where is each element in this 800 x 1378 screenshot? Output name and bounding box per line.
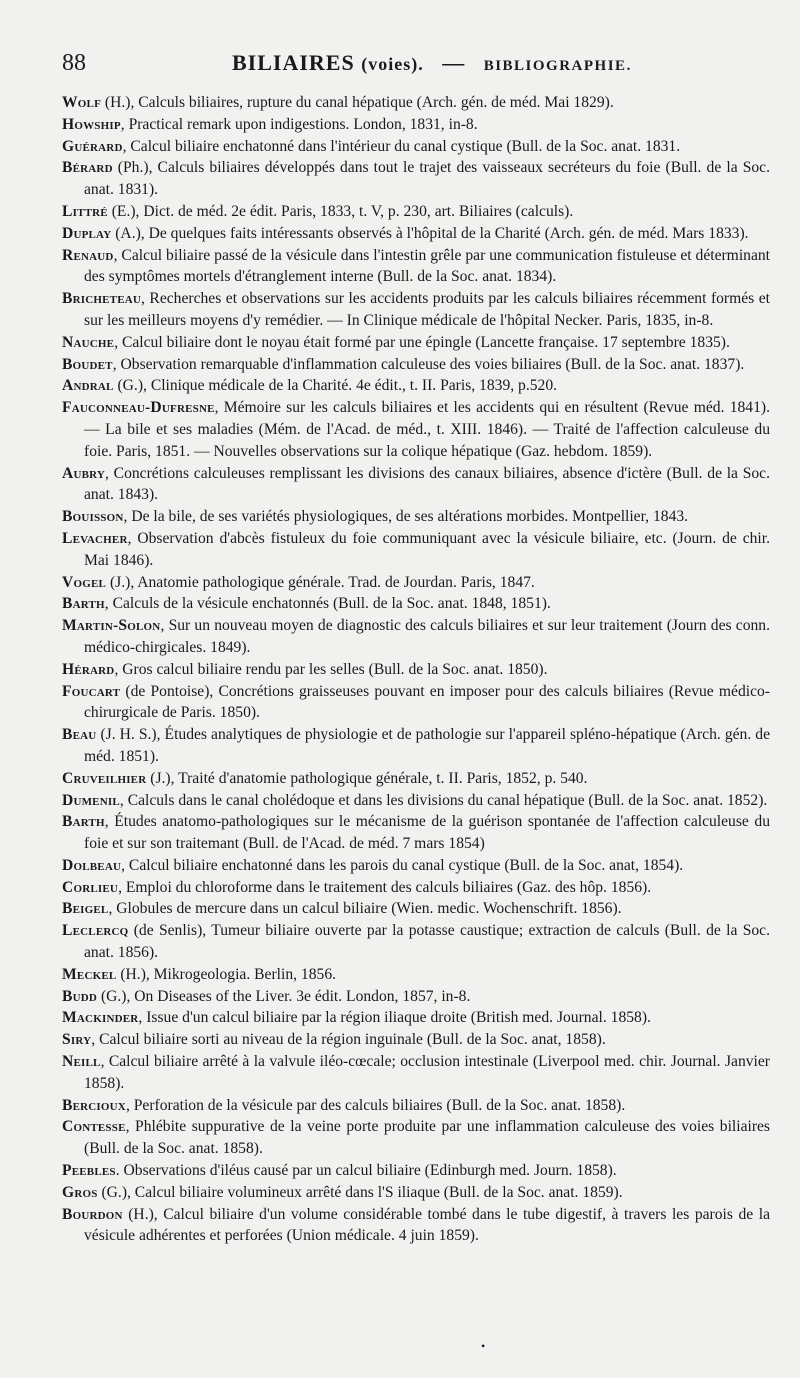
entry-author: Bricheteau [62,290,142,308]
entry-text: , Calculs dans le canal cholédoque et dans les divisions du canal hépatique (Bull. de la Soc. anat. 1852). [119,791,768,809]
entry-author: Aubry [62,464,106,482]
entry-text: , Issue d'un calcul biliaire par la région iliaque droite (British med. Journal. 1858). [138,1009,651,1027]
entry-text: (E.), Dict. de méd. 2e édit. Paris, 1833, t. V, p. 230, art. Biliaires (calculs). [107,202,574,220]
entry-author: Budd [62,987,98,1005]
entry-author: Barth [62,595,105,613]
entry-text: (A.), De quelques faits intéressants observés à l'hôpital de la Charité (Arch. gén. de méd. Mars 1833). [111,224,749,242]
entry-text: , Mémoire sur les calculs biliaires et les accidents qui en résultent (Revue méd. 1841). — La bile et ses maladies (Mém. de l'Acad. de méd., t. XIII. 1846). — Traité de l'affection calculeuse du foie. Paris, 1851. — Nouvelles observations sur la colique hépatique (Gaz. hebdom. 1859). [84,399,770,460]
bibliography-entry [62,506,770,528]
entry-text: (G.), Clinique médicale de la Charité. 4e édit., t. II. Paris, 1839, p.520. [113,377,558,395]
entry-author: Dumenil [62,791,120,809]
entry-text: , Calcul biliaire sorti au niveau de la région inguinale (Bull. de la Soc. anat, 1858). [91,1031,606,1049]
entry-author: Andral [62,377,114,395]
bibliography-entry [62,375,770,397]
entry-text: , De la bile, de ses variétés physiologiques, de ses altérations morbides. Montpellier, 1843. [123,508,689,526]
bibliography-entry [62,463,770,507]
entry-text: (de Senlis), Tumeur biliaire ouverte par la potasse caustique; extraction de calculs (Bull. de la Soc. anat. 1856). [84,922,770,962]
page-number: 88 [62,50,86,76]
entry-text: (J. H. S.), Études analytiques de physiologie et de pathologie sur l'appareil spléno-hépatique (Arch. gén. de méd. 1851). [84,726,770,765]
entry-author: Beau [62,726,97,744]
bibliography-entry [62,157,770,201]
bibliography-entry [62,201,770,223]
entry-author: Siry [62,1031,92,1049]
entry-author: Gros [62,1183,98,1201]
entry-author: Guérard [62,137,123,155]
bibliography-entry [62,790,770,812]
entry-author: Littré [62,202,108,220]
bibliography-entry [62,114,770,136]
entry-text: (J.), Traité d'anatomie pathologique générale, t. II. Paris, 1852, p. 540. [146,769,588,787]
entry-text: (Ph.), Calculs biliaires développés dans tout le trajet des vaisseaux secréteurs du foie (Bull. de la Soc. anat. 1831). [84,159,770,199]
entry-author: Martin-Solon [62,617,161,635]
bibliography-entry [62,245,770,289]
entry-text: (H.), Calculs biliaires, rupture du canal hépatique (Arch. gén. de méd. Mai 1829). [101,94,614,111]
entry-text: , Études anatomo-pathologiques sur le mécanisme de la guérison spontanée de l'affection calculeuse du foie et sur son traitemant (Bull. de l'Acad. de méd. 7 mars 1854) [84,813,770,853]
running-header [62,50,770,92]
entry-text: , Sur un nouveau moyen de diagnostic des calculs biliaires et sur leur traitement (Journ des conn. médico-chirgicales. 1849). [84,617,770,656]
entry-author: Dolbeau [62,856,122,874]
bibliography-entry [62,92,770,114]
entry-author: Renaud [62,246,114,264]
subtitle: (voies). [361,54,424,74]
entry-text: (de Pontoise), Concrétions graisseuses pouvant en imposer pour des calculs biliaires (Revue médico-chirurgicale de Paris. 1850). [84,682,770,722]
entry-author: Beigel [62,900,109,918]
entry-author: Neill [62,1053,101,1071]
bibliography-entry [62,1095,770,1117]
bibliography-entry [62,898,770,920]
footer-mark: • [481,1339,486,1353]
entry-text: , Phlébite suppurative de la veine porte produite par une inflammation calculeuse des voies biliaires (Bull. de la Soc. anat. 1858). [84,1118,770,1158]
bibliography-entry [62,659,770,681]
entry-text: , Globules de mercure dans un calcul biliaire (Wien. medic. Wochenschrift. 1856). [108,900,622,918]
entry-text: (G.), On Diseases of the Liver. 3e édit. London, 1857, in-8. [97,987,471,1005]
entry-text: , Calcul biliaire enchatonné dans l'intérieur du canal cystique (Bull. de la Soc. anat. 1831. [122,137,681,155]
entry-author: Mackinder [62,1009,139,1027]
entry-author: Bérard [62,159,113,177]
entry-author: Barth [62,813,105,831]
entry-author: Bourdon [62,1205,123,1223]
entry-text: , Calcul biliaire dont le noyau était formé par une épingle (Lancette française. 17 septembre 1835). [114,333,730,351]
entry-author: Wolf [62,94,102,111]
entry-author: Levacher [62,529,128,547]
bibliography-entry [62,223,770,245]
bibliography-entry [62,768,770,790]
bibliography-entry [62,1116,770,1160]
entry-text: , Observation d'abcès fistuleux du foie communiquant avec la vésicule biliaire, etc. (Journ. de chir. Mai 1846). [84,529,770,569]
bibliography-entry [62,1029,770,1051]
entry-text: , Gros calcul biliaire rendu par les selles (Bull. de la Soc. anat. 1850). [114,660,548,678]
entry-author: Hérard [62,660,115,678]
entry-author: Duplay [62,224,112,242]
bibliography-entry [62,615,770,659]
bibliography-entry [62,528,770,572]
bibliography-entry [62,1007,770,1029]
entry-text: (G.), Calcul biliaire volumineux arrêté dans l'S iliaque (Bull. de la Soc. anat. 1859). [97,1183,623,1201]
entry-author: Bouisson [62,508,124,526]
bibliography-entry [62,681,770,725]
bibliography-entry [62,1160,770,1182]
bibliography-entry [62,572,770,594]
entry-text: , Concrétions calculeuses remplissant les divisions des canaux biliaires, absence d'ictère (Bull. de la Soc. anat. 1843). [84,464,770,504]
entry-text: (H.), Calcul biliaire d'un volume considérable tombé dans le tube digestif, à travers les parois de la vésicule adhérentes et perforées (Union médicale. 4 juin 1859). [84,1205,770,1245]
entry-text: , Calcul biliaire passé de la vésicule dans l'intestin grêle par une communication fistuleuse et déterminant des symptômes mortels d'étranglement interne (Bull. de la Soc. anat. 1834). [84,246,770,286]
entry-author: Cruveilhier [62,769,147,787]
section-title: BIBLIOGRAPHIE. [483,58,632,74]
entry-author: Fauconneau-Dufresne [62,399,215,417]
header-dash: — [442,50,466,75]
entry-author: Corlieu [62,878,119,896]
entry-author: Contesse [62,1118,126,1136]
entry-text: , Practical remark upon indigestions. London, 1831, in-8. [120,115,478,133]
bibliography-entry [62,811,770,855]
bibliography-list [62,92,770,1247]
entry-author: Nauche [62,333,115,351]
title: BILIAIRES [232,50,355,75]
entry-text: , Observation remarquable d'inflammation calculeuse des voies biliaires (Bull. de la Soc. anat. 1837). [112,355,745,373]
bibliography-entry [62,354,770,376]
entry-text: (H.), Mikrogeologia. Berlin, 1856. [116,965,337,983]
entry-text: , Calcul biliaire arrêté à la valvule iléo-cœcale; occlusion intestinale (Liverpool med. chir. Journal. Janvier 1858). [84,1053,770,1092]
bibliography-entry [62,397,770,462]
entry-text: , Perforation de la vésicule par des calculs biliaires (Bull. de la Soc. anat. 1858). [125,1096,626,1114]
bibliography-entry [62,964,770,986]
bibliography-entry [62,1204,770,1248]
entry-author: Howship [62,115,121,133]
bibliography-entry [62,877,770,899]
bibliography-entry [62,136,770,158]
bibliography-entry [62,1182,770,1204]
entry-author: Bercioux [62,1096,126,1114]
entry-text: . Observations d'iléus causé par un calcul biliaire (Edinburgh med. Journ. 1858). [115,1162,617,1180]
bibliography-entry [62,855,770,877]
bibliography-entry [62,920,770,964]
bibliography-entry [62,724,770,768]
entry-author: Peebles [62,1162,116,1180]
entry-author: Meckel [62,965,117,983]
bibliography-entry [62,986,770,1008]
entry-text: , Recherches et observations sur les accidents produits par les calculs biliaires récemment formés et sur les meilleurs moyens d'y remédier. — In Clinique médicale de l'hôpital Necker. Paris, 1835, in-8. [84,290,770,329]
bibliography-entry [62,1051,770,1095]
running-title [232,50,632,76]
bibliography-entry [62,288,770,332]
entry-text: (J.), Anatomie pathologique générale. Trad. de Jourdan. Paris, 1847. [106,573,535,591]
entry-author: Leclercq [62,922,129,940]
entry-text: , Calcul biliaire enchatonné dans les parois du canal cystique (Bull. de la Soc. anat, 1854). [121,856,684,874]
entry-author: Foucart [62,682,121,700]
bibliography-entry [62,593,770,615]
entry-text: , Emploi du chloroforme dans le traitement des calculs biliaires (Gaz. des hôp. 1856). [118,878,652,896]
entry-author: Boudet [62,355,113,373]
bibliography-entry [62,332,770,354]
entry-author: Vogel [62,573,107,591]
entry-text: , Calculs de la vésicule enchatonnés (Bull. de la Soc. anat. 1848, 1851). [104,595,551,613]
